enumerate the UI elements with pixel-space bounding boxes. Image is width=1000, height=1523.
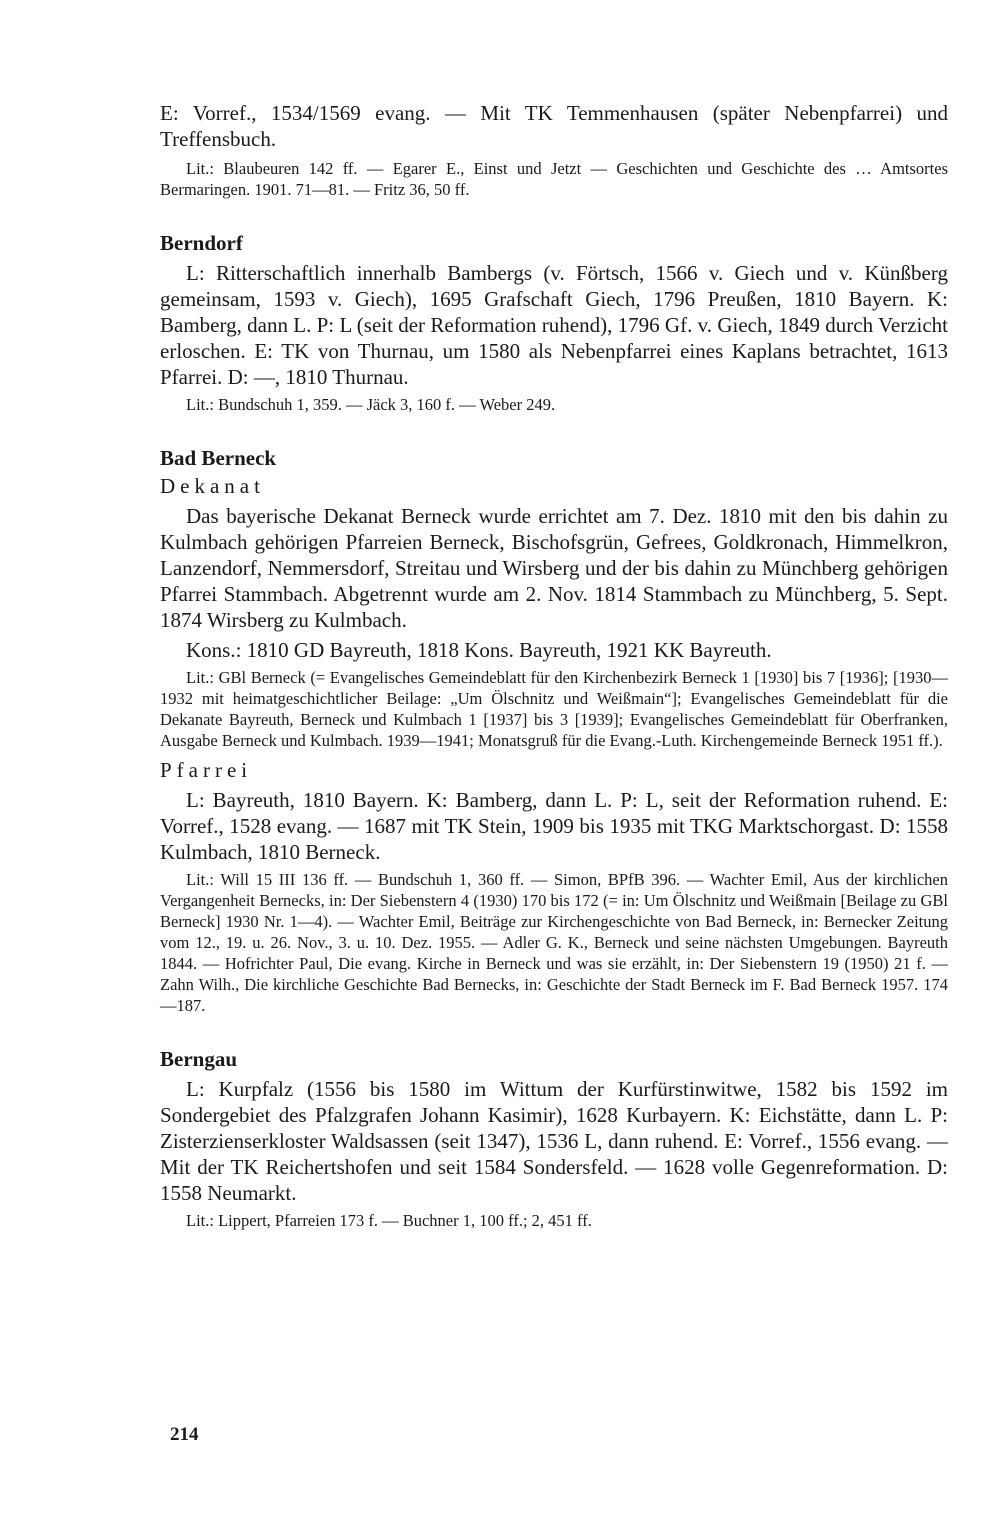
intro-literature: Lit.: Blaubeuren 142 ff. — Egarer E., Einst und Jetzt — Geschichten und Geschichte des … Amtsortes Bermaringen. 1901. 71—81. — Fritz 36, 50 ff.	[160, 159, 948, 199]
berndorf-literature: Lit.: Bundschuh 1, 359. — Jäck 3, 160 f. — Weber 249.	[186, 395, 556, 414]
berngau-paragraph: L: Kurpfalz (1556 bis 1580 im Wittum der Kurfürstinwitwe, 1582 bis 1592 im Sondergebiet des Pfalzgrafen Johann Kasimir), 1628 Kurbayern. K: Eichstätte, dann L. P: Zisterzienserkloster Waldsassen (seit 1347), 1536 L, dann ruhend. E: Vorref., 1556 evang. — Mit der TK Reichertshofen und seit 1584 Sondersfeld. — 1628 volle Gegenreformation. D: 1558 Neumarkt.	[160, 1077, 948, 1205]
berndorf-paragraph: L: Ritterschaftlich innerhalb Bambergs (v. Förtsch, 1566 v. Giech und v. Künßberg gemeinsam, 1593 v. Giech), 1695 Grafschaft Giech, 1796 Preußen, 1810 Bayern. K: Bamberg, dann L. P: L (seit der Reformation ruhend), 1796 Gf. v. Giech, 1849 durch Verzicht erloschen. E: TK von Thurnau, um 1580 als Nebenpfarrei eines Kaplans betrachtet, 1613 Pfarrei. D: —, 1810 Thurnau.	[160, 261, 948, 389]
entry-title-berneck: Bad Berneck	[160, 446, 277, 470]
konsistorium-line: Kons.: 1810 GD Bayreuth, 1818 Kons. Bayreuth, 1921 KK Bayreuth.	[186, 638, 772, 662]
pfarrei-literature: Lit.: Will 15 III 136 ff. — Bundschuh 1, 360 ff. — Simon, BPfB 396. — Wachter Emil, Aus der kirchlichen Vergangenheit Bernecks, in: Der Siebenstern 4 (1930) 170 bis 172 (= in: Um Ölschnitz und Weißmain [Beilage zu GBl Berneck] 1930 Nr. 1—4). — Wachter Emil, Beiträge zur Kirchengeschichte von Bad Berneck, in: Bernecker Zeitung vom 12., 19. u. 26. Nov., 3. u. 10. Dez. 1955. — Adler G. K., Berneck und seine nächsten Umgebungen. Bayreuth 1844. — Hofrichter Paul, Die evang. Kirche in Berneck und was sie erzählt, in: Der Siebenstern 19 (1950) 21 f. — Zahn Wilh., Die kirchliche Geschichte Bad Bernecks, in: Geschichte der Stadt Berneck im F. Bad Berneck 1957. 174—187.	[160, 870, 948, 1015]
berngau-literature: Lit.: Lippert, Pfarreien 173 f. — Buchner 1, 100 ff.; 2, 451 ff.	[186, 1211, 592, 1230]
intro-paragraph: E: Vorref., 1534/1569 evang. — Mit TK Temmenhausen (später Nebenpfarrei) und Treffensbuch.	[160, 101, 948, 151]
page-content	[160, 96, 948, 1231]
dekanat-literature: Lit.: GBl Berneck (= Evangelisches Gemeindeblatt für den Kirchenbezirk Berneck 1 [1930] bis 7 [1936]; [1930—1932 mit heimatgeschichtlicher Beilage: „Um Ölschnitz und Weißmain“]; Evangelisches Gemeindeblatt für die Dekanate Bayreuth, Berneck und Kulmbach 1 [1937] bis 3 [1939]; Evangelisches Gemeindeblatt für Oberfranken, Ausgabe Berneck und Kulmbach. 1939—1941; Monatsgruß für die Evang.-Luth. Kirchengemeinde Berneck 1951 ff.).	[160, 668, 948, 750]
dekanat-heading: Dekanat	[160, 474, 265, 498]
dekanat-paragraph: Das bayerische Dekanat Berneck wurde errichtet am 7. Dez. 1810 mit den bis dahin zu Kulmbach gehörigen Pfarreien Berneck, Bischofsgrün, Gefrees, Goldkronach, Himmelkron, Lanzendorf, Nemmersdorf, Streitau und Wirsberg und der bis dahin zu Münchberg gehörigen Pfarrei Stammbach. Abgetrennt wurde am 2. Nov. 1814 Stammbach zu Münchberg, 5. Sept. 1874 Wirsberg zu Kulmbach.	[160, 504, 948, 632]
pfarrei-heading: Pfarrei	[160, 758, 253, 782]
pfarrei-paragraph: L: Bayreuth, 1810 Bayern. K: Bamberg, dann L. P: L, seit der Reformation ruhend. E: Vorref., 1528 evang. — 1687 mit TK Stein, 1909 bis 1935 mit TKG Marktschorgast. D: 1558 Kulmbach, 1810 Berneck.	[160, 788, 948, 864]
entry-title-berndorf: Berndorf	[160, 231, 243, 255]
entry-title-berngau: Berngau	[160, 1047, 238, 1071]
page-number: 214	[170, 1424, 199, 1445]
